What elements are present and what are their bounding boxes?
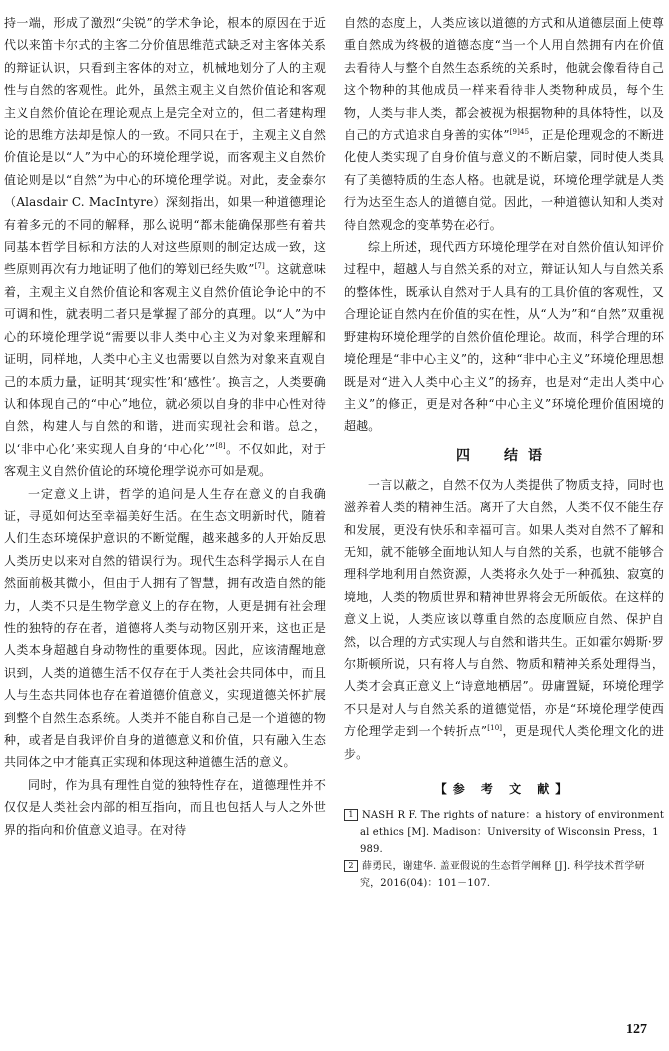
citation-10: [10] <box>487 724 503 733</box>
section-heading-conclusion: 四 结语 <box>456 447 552 464</box>
paragraph-text: 。不仅如此，对于客观主义自然价值论的环境伦理学说亦可如是观。 <box>4 441 326 479</box>
left-paragraph-2: 一定意义上讲，哲学的追问是人生存在意义的自我确证，寻觅如何达至幸福美好生活。在生态文明新时代，随着人们生态环境保护意识的不断觉醒，越来越多的人开始反思人类历史以来对自然的错误行为。现代生态科学揭示人在自然面前极其微小，但由于人拥有了智慧，拥有改造自然的能力，人类不只是生物学意义上的存在物，人更是拥有社会理性的独特的存在者，道德将人类与动物区别开来，这也正是人类本身超越自身动物性的重要体现。因此，应该清醒地意识到，人类的道德生活不仅存在于人类社会共同体中，而且人与生态共同体也存在着道德价值意义，实现道德关怀扩展到整个自然生态系统。人类并不能自称自己是一个道德的物种，或者是自我评价自身的道德意义和价值，只有融入生态共同体之中才能真正实现和体现这种道德生活的意义。 <box>4 486 326 770</box>
paragraph-text: 自然的态度上，人类应该以道德的方式和从道德层面上使尊重自然成为终极的道德态度“当一个人用自然拥有内在价值去看待人与整个自然生态系统的关系时，他就会像看待自己这个物种的其他成员一样来看待非人类物种成员，每个生物，人类与非人类，都会被视为根据物种的具体特性，以及自己的方式追求自身善的实体” <box>344 16 664 143</box>
paragraph-text: 持一端，形成了激烈“尖锐”的学术争论，根本的原因在于近代以来笛卡尔式的主客二分价值思维范式缺乏对主客体关系的辩证认识，只看到主客体的对立，机械地划分了人的主观性与自然的客观性。此外，虽然主观主义自然价值论和客观主义自然价值论在理论观点上是完全对立的，但二者建构理论的思维方法却是惊人的一致。不同只在于，主观主义自然价值论是以“人”为中心的环境伦理学说，而客观主义自然价值论则是以“自然”为中心的环境伦理学说。对此，麦金泰尔（Alasdair C. MacIntyre）深刻指出，如果一种道德理论有着多元的不同的解释，那么说明“都未能确保那些有着共同基本哲学目标和方法的人对这些原则的制定达成一致，这些原则再次有力地证明了他们的筹划已经失败” <box>4 16 326 277</box>
left-paragraph-1 <box>4 12 326 483</box>
reference-item <box>344 858 664 892</box>
right-paragraph-2: 综上所述，现代西方环境伦理学在对自然价值认知评价过程中，超越人与自然关系的对立，辩证认知人与自然关系的整体性，既承认自然对于人具有的工具价值的客观性，又合理论证自然内在价值的实在性，从“人为”和“自然”双重视野建构环境伦理学的自然价值伦理论。故而，科学合理的环境伦理是“非中心主义”的，这种“非中心主义”环境伦理思想既是对“进入人类中心主义”的扬弃，也是对“走出人类中心主义”的修正，更是对各种“中心主义”环境伦理价值困境的超越。 <box>344 240 664 434</box>
reference-text: 薛勇民，谢建华. 盖亚假说的生态哲学阐释 [J]. 科学技术哲学研究，2016(04)：101－107. <box>360 861 645 889</box>
page-number: 127 <box>626 1022 647 1037</box>
reference-number: 2 <box>344 860 358 872</box>
right-column <box>344 12 664 892</box>
reference-text: NASH R F. The rights of nature：a history of environmental ethics [M]. Madison：University of Wisconsin Press，1989. <box>360 810 664 855</box>
reference-number: 1 <box>344 809 358 821</box>
left-paragraph-3: 同时，作为具有理性自觉的独特性存在，道德理性并不仅仅是人类社会内部的相互指向，而且也包括人与人之外世界的指向和价值意义追寻。在对待 <box>4 777 326 837</box>
paragraph-text: ，更是现代人类伦理文化的进步。 <box>344 724 664 761</box>
references-list <box>344 807 664 892</box>
references-heading: 【参 考 文 献】 <box>434 782 574 796</box>
reference-item <box>344 807 664 858</box>
right-paragraph-1 <box>344 12 664 236</box>
paragraph-text: 。这就意味着，主观主义自然价值论和客观主义自然价值论争论中的不可调和性，就表明二者只是掌握了部分的真理。以“人”为中心的环境伦理学说“需要以非人类中心主义为对象来理解和证明，同样地，人类中心主义也需要以自然为对象来直观自己的本质力量，证明其‘现实性’和‘感性’。换言之，人类要确认和体现自己的“中心”地位，就必须以自身的非中心性对待自然，构建人与自然的和谐，进而实现社会和谐。总之，以‘非中心化’来实现人自身的‘中心化’” <box>4 262 326 456</box>
right-paragraph-3 <box>344 474 664 765</box>
paragraph-text: 一言以蔽之，自然不仅为人类提供了物质支持，同时也滋养着人类的精神生活。离开了大自然，人类不仅不能生存和发展，更没有快乐和幸福可言。如果人类对自然不了解和无知，就不能够全面地认知人与自然的关系，也就不能够合理科学地利用自然资源，人类将永久处于一种孤独、寂寞的境地，人类的物质世界和精神世界将会无所皈依。在这样的意义上说，人类应该以尊重自然的态度顺应自然、保护自然，以合理的方式实现人与自然和谐共生。正如霍尔姆斯·罗尔斯顿所说，只有将人与自然、物质和精神关系处理得当，人类才会真正意义上“诗意地栖居”。毋庸置疑，环境伦理学不只是对人与自然关系的道德觉悟，亦是“环境伦理学使西方伦理学走到一个转折点” <box>344 477 664 739</box>
citation-7: [7] <box>254 262 265 271</box>
citation-9: [9]45 <box>509 128 530 137</box>
paragraph-text: ，正是伦理观念的不断进化使人类实现了自身价值与意义的不断启蒙，同时使人类具有了美德特质的生态人格。也就是说，环境伦理学就是人类行为达至生态人的道德自觉。因此，一种道德认知和人类对待自然观念的变革势在必行。 <box>344 128 664 232</box>
left-column <box>4 12 326 841</box>
citation-8: [8] <box>215 441 226 450</box>
